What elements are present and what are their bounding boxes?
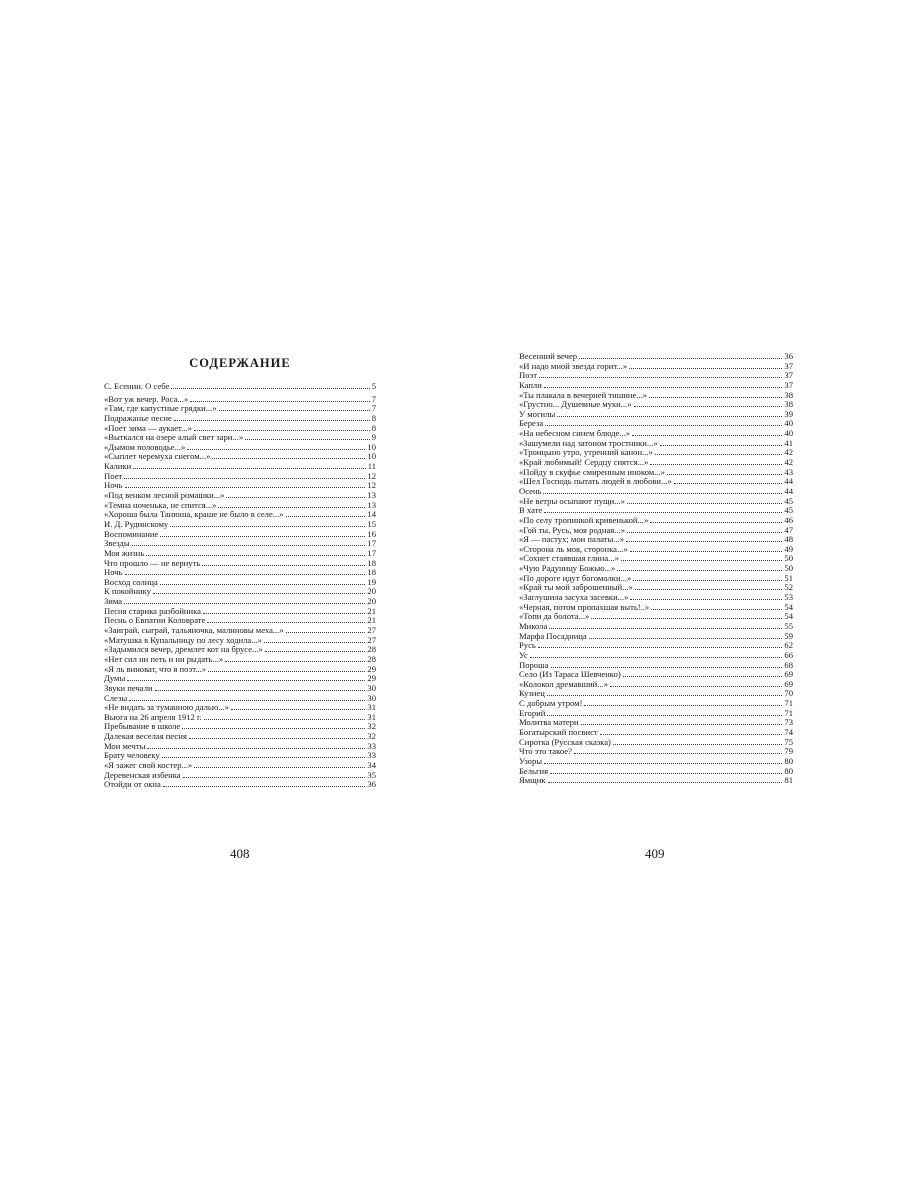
toc-entry-title: Богатырский посвист bbox=[519, 726, 598, 737]
dot-leader bbox=[579, 352, 782, 359]
toc-entry-page: 80 bbox=[784, 765, 793, 776]
toc-entry-page: 53 bbox=[784, 592, 793, 603]
toc-entry bbox=[519, 747, 793, 757]
toc-entry-page: 54 bbox=[784, 601, 793, 612]
dot-leader bbox=[600, 728, 783, 735]
toc-entry-title: Песнь о Евпатии Коловрате bbox=[104, 615, 206, 626]
dot-leader bbox=[155, 684, 366, 691]
toc-entry bbox=[104, 780, 376, 790]
toc-entry-title: Ночь bbox=[104, 480, 123, 491]
toc-entry bbox=[519, 641, 793, 651]
toc-entry bbox=[519, 477, 793, 487]
toc-entry-page: 15 bbox=[367, 518, 376, 529]
toc-entry-title: «Я ль виноват, что я поэт...» bbox=[104, 663, 207, 674]
toc-entry-title: «Поет зима — аукает...» bbox=[104, 422, 192, 433]
toc-entry-page: 54 bbox=[784, 611, 793, 622]
dot-leader bbox=[132, 539, 366, 546]
toc-entry-title: Ямщик bbox=[519, 775, 546, 786]
toc-entry-title: «Зашумели над затоном тростники...» bbox=[519, 437, 658, 448]
dot-leader bbox=[629, 362, 782, 369]
toc-entry-title: Песня старика разбойника bbox=[104, 605, 201, 616]
dot-leader bbox=[286, 626, 366, 633]
dot-leader bbox=[202, 559, 365, 566]
toc-entry-page: 46 bbox=[784, 514, 793, 525]
toc-entry-title: Восход солнца bbox=[104, 576, 158, 587]
toc-entry-title: С добрым утром! bbox=[519, 698, 583, 709]
dot-leader bbox=[182, 722, 365, 729]
dot-leader bbox=[183, 771, 366, 778]
toc-entry-page: 37 bbox=[784, 360, 793, 371]
toc-entry-page: 18 bbox=[367, 567, 376, 578]
toc-entry-title: «Задымился вечер, дремлет кот на брусе...» bbox=[104, 644, 263, 655]
toc-entry-page: 37 bbox=[784, 370, 793, 381]
dot-leader bbox=[613, 738, 783, 745]
dot-leader bbox=[190, 395, 369, 402]
dot-leader bbox=[544, 506, 782, 513]
toc-entry-page: 40 bbox=[784, 418, 793, 429]
toc-entry-page: 45 bbox=[784, 495, 793, 506]
toc-entry-title: Моя жизнь bbox=[104, 547, 145, 558]
toc-entry bbox=[519, 371, 793, 381]
toc-entry-page: 11 bbox=[367, 461, 376, 472]
toc-entry-page: 8 bbox=[371, 412, 376, 423]
dot-leader bbox=[630, 545, 783, 552]
toc-entry-page: 80 bbox=[784, 755, 793, 766]
dot-leader bbox=[551, 661, 783, 668]
toc-entry bbox=[104, 462, 376, 472]
toc-entry-title: «Сохнет стаявшая глина...» bbox=[519, 553, 619, 564]
toc-entry-page: 10 bbox=[367, 441, 376, 452]
toc-entry-title: Марфа Посадница bbox=[519, 630, 587, 641]
toc-entry bbox=[104, 684, 376, 694]
toc-entry-title: «Сторона ль моя, сторонка...» bbox=[519, 543, 628, 554]
toc-entry-page: 41 bbox=[784, 437, 793, 448]
toc-entry-page: 30 bbox=[367, 682, 376, 693]
dot-leader bbox=[160, 578, 366, 585]
toc-entry-page: 48 bbox=[784, 534, 793, 545]
toc-entry-page: 33 bbox=[367, 740, 376, 751]
dot-leader bbox=[160, 530, 365, 537]
toc-entry-page: 13 bbox=[367, 499, 376, 510]
dot-leader bbox=[212, 452, 365, 459]
dot-leader bbox=[225, 655, 365, 662]
dot-leader bbox=[630, 593, 782, 600]
toc-entry-title: «Заиграй, сыграй, тальяночка, малиновы меха...» bbox=[104, 625, 284, 636]
toc-entry-title: «Я — пастух; мои палаты...» bbox=[519, 534, 625, 545]
dot-leader bbox=[129, 694, 365, 701]
toc-entry bbox=[104, 559, 376, 569]
dot-leader bbox=[171, 382, 369, 389]
dot-leader bbox=[124, 472, 365, 479]
dot-leader bbox=[124, 597, 365, 604]
dot-leader bbox=[265, 645, 366, 652]
dot-leader bbox=[621, 554, 783, 561]
dot-leader bbox=[547, 709, 782, 716]
toc-entry-title: Что прошло — не вернуть bbox=[104, 557, 201, 568]
toc-entry bbox=[519, 651, 793, 661]
toc-entry-title: И. Д. Рудинскому bbox=[104, 518, 169, 529]
toc-entry-title: Русь bbox=[519, 640, 536, 651]
dot-leader bbox=[189, 732, 366, 739]
toc-entry-page: 7 bbox=[371, 393, 376, 404]
toc-entry-title: Пороша bbox=[519, 659, 549, 670]
toc-entry-title: Что это такое? bbox=[519, 746, 572, 757]
dot-leader bbox=[633, 574, 782, 581]
toc-entry-title: Егорий bbox=[519, 707, 546, 718]
toc-entry-title: К покойнику bbox=[104, 586, 151, 597]
toc-entry-page: 30 bbox=[367, 692, 376, 703]
dot-leader bbox=[591, 612, 782, 619]
toc-entry-page: 40 bbox=[784, 428, 793, 439]
toc-entry-page: 50 bbox=[784, 563, 793, 574]
toc-entry-title: «Колокол дремавший...» bbox=[519, 678, 609, 689]
toc-entry bbox=[104, 530, 376, 540]
toc-entry-page: 18 bbox=[367, 557, 376, 568]
toc-entry-title: Вьюга на 26 апреля 1912 г. bbox=[104, 711, 202, 722]
toc-entry-title: Калики bbox=[104, 461, 132, 472]
toc-entry bbox=[519, 612, 793, 622]
toc-entry-page: 71 bbox=[784, 707, 793, 718]
dot-leader bbox=[667, 468, 783, 475]
dot-leader bbox=[632, 429, 782, 436]
toc-entry-page: 34 bbox=[367, 759, 376, 770]
toc-entry-page: 39 bbox=[784, 408, 793, 419]
toc-entry-title: «Троицыно утро, утренний канон...» bbox=[519, 447, 653, 458]
toc-entry-page: 20 bbox=[367, 596, 376, 607]
toc-entry bbox=[104, 539, 376, 549]
toc-entry bbox=[104, 587, 376, 597]
toc-entry bbox=[519, 632, 793, 642]
page-number: 408 bbox=[230, 846, 250, 861]
dot-leader bbox=[147, 742, 365, 749]
toc-entry-page: 37 bbox=[784, 379, 793, 390]
dot-leader bbox=[539, 371, 782, 378]
toc-entry-page: 9 bbox=[371, 432, 376, 443]
dot-leader bbox=[655, 448, 783, 455]
toc-entry bbox=[519, 400, 793, 410]
dot-leader bbox=[660, 439, 783, 446]
toc-list-right bbox=[519, 352, 793, 786]
toc-entry-page: 12 bbox=[367, 470, 376, 481]
toc-entry-title: «Не видать за туманною далью...» bbox=[104, 702, 229, 713]
dot-leader bbox=[547, 689, 783, 696]
toc-entry-title: Бельгия bbox=[519, 765, 549, 776]
toc-entry-title: «Вот уж вечер. Роса...» bbox=[104, 393, 189, 404]
dot-leader bbox=[170, 520, 365, 527]
toc-entry-title: «Чую Радуницу Божью...» bbox=[519, 563, 616, 574]
toc-entry-page: 28 bbox=[367, 644, 376, 655]
dot-leader bbox=[162, 751, 366, 758]
toc-entry-page: 50 bbox=[784, 553, 793, 564]
toc-entry-title: Осень bbox=[519, 485, 542, 496]
toc-entry-title: Слезы bbox=[104, 692, 128, 703]
toc-entry-page: 17 bbox=[367, 547, 376, 558]
toc-entry-title: «Дымом половодье...» bbox=[104, 441, 186, 452]
toc-entry-title: Ус bbox=[519, 649, 528, 660]
toc-entry bbox=[104, 665, 376, 675]
dot-leader bbox=[545, 419, 782, 426]
dot-leader bbox=[208, 665, 365, 672]
toc-entry-page: 42 bbox=[784, 447, 793, 458]
dot-leader bbox=[163, 780, 366, 787]
toc-entry-page: 33 bbox=[367, 750, 376, 761]
dot-leader bbox=[194, 761, 365, 768]
toc-entry-page: 21 bbox=[367, 605, 376, 616]
toc-entry-title: «Под венком лесной ромашки...» bbox=[104, 490, 225, 501]
toc-entry-page: 31 bbox=[367, 702, 376, 713]
toc-entry-page: 28 bbox=[367, 653, 376, 664]
toc-entry-title: Подражанье песне bbox=[104, 412, 172, 423]
toc-entry-page: 47 bbox=[784, 524, 793, 535]
toc-entry-title: «Гой ты, Русь, моя родная...» bbox=[519, 524, 625, 535]
toc-entry-title: Звезды bbox=[104, 538, 130, 549]
dot-leader bbox=[544, 757, 782, 764]
toc-entry-title: «Темна ноченька, не спится...» bbox=[104, 499, 217, 510]
toc-entry bbox=[519, 757, 793, 767]
toc-entry-title: «Выткался на озере алый свет зари...» bbox=[104, 432, 244, 443]
dot-leader bbox=[626, 535, 782, 542]
toc-entry bbox=[104, 382, 376, 392]
dot-leader bbox=[127, 674, 365, 681]
dot-leader bbox=[581, 718, 783, 725]
toc-entry-page: 42 bbox=[784, 457, 793, 468]
toc-entry-title: Капли bbox=[519, 379, 542, 390]
toc-entry-title: Поэт bbox=[519, 370, 538, 381]
dot-leader bbox=[219, 404, 370, 411]
dot-leader bbox=[245, 433, 370, 440]
toc-entry-page: 75 bbox=[784, 736, 793, 747]
dot-leader bbox=[549, 622, 782, 629]
toc-list-left bbox=[104, 382, 376, 790]
toc-entry-title: Пребывание в школе bbox=[104, 721, 181, 732]
toc-entry-page: 27 bbox=[367, 625, 376, 636]
toc-entry-page: 27 bbox=[367, 634, 376, 645]
dot-leader bbox=[538, 641, 783, 648]
dot-leader bbox=[627, 497, 782, 504]
toc-entry-page: 74 bbox=[784, 726, 793, 737]
toc-entry-title: Молитва матери bbox=[519, 717, 579, 728]
dot-leader bbox=[153, 587, 365, 594]
toc-entry-title: «Матушка в Купальницу по лесу ходила...» bbox=[104, 634, 262, 645]
dot-leader bbox=[218, 501, 365, 508]
toc-entry-page: 38 bbox=[784, 389, 793, 400]
page-number: 409 bbox=[645, 846, 665, 861]
toc-entry bbox=[519, 699, 793, 709]
dot-leader bbox=[623, 670, 783, 677]
dot-leader bbox=[231, 703, 365, 710]
toc-entry-title: «По дороге идут богомолки...» bbox=[519, 572, 632, 583]
toc-entry-title: «Топи да болота...» bbox=[519, 611, 590, 622]
toc-entry-title: С. Есенин. О себе bbox=[104, 381, 170, 391]
toc-entry-title: «Нет сил ни петь и ни рыдать...» bbox=[104, 653, 224, 664]
toc-entry-page: 66 bbox=[784, 649, 793, 660]
toc-entry bbox=[104, 472, 376, 482]
toc-entry-page: 21 bbox=[367, 615, 376, 626]
toc-entry-title: «Там, где капустные грядки...» bbox=[104, 403, 217, 414]
toc-entry-page: 69 bbox=[784, 669, 793, 680]
toc-entry-title: «Грустно... Душевные муки...» bbox=[519, 399, 632, 410]
toc-entry-title: Узоры bbox=[519, 755, 543, 766]
dot-leader bbox=[125, 568, 366, 575]
dot-leader bbox=[617, 564, 782, 571]
toc-entry-title: Поет bbox=[104, 470, 123, 481]
toc-entry-page: 73 bbox=[784, 717, 793, 728]
toc-entry-page: 29 bbox=[367, 663, 376, 674]
dot-leader bbox=[557, 410, 782, 417]
toc-entry-title: Думы bbox=[104, 673, 126, 684]
toc-entry-title: «Шел Господь пытать людей в любови...» bbox=[519, 476, 672, 487]
toc-entry-title: Село (Из Тараса Шевченко) bbox=[519, 669, 621, 680]
toc-entry-page: 36 bbox=[367, 779, 376, 790]
dot-leader bbox=[635, 583, 782, 590]
toc-entry-title: Воспоминание bbox=[104, 528, 159, 539]
contents-heading: СОДЕРЖАНИЕ bbox=[189, 356, 291, 370]
dot-leader bbox=[574, 747, 783, 754]
toc-entry-title: «Хороша была Танюша, краше не было в селе...» bbox=[104, 509, 284, 520]
toc-entry-page: 79 bbox=[784, 746, 793, 757]
toc-entry-title: «Край ты мой заброшенный...» bbox=[519, 582, 633, 593]
toc-entry-page: 69 bbox=[784, 678, 793, 689]
toc-entry-page: 62 bbox=[784, 640, 793, 651]
toc-entry-page: 20 bbox=[367, 586, 376, 597]
toc-entry-page: 13 bbox=[367, 490, 376, 501]
dot-leader bbox=[133, 462, 366, 469]
toc-entry-title: В хате bbox=[519, 505, 543, 516]
toc-entry-title: «И надо мной звезда горит...» bbox=[519, 360, 628, 371]
dot-leader bbox=[174, 414, 370, 421]
toc-entry-title: «Пойду в скуфье смиренным иноком...» bbox=[519, 466, 665, 477]
toc-entry-title: Ночь bbox=[104, 567, 123, 578]
toc-entry-page: 14 bbox=[367, 509, 376, 520]
toc-entry-title: Звуки печали bbox=[104, 682, 153, 693]
dot-leader bbox=[194, 424, 370, 431]
toc-entry-title: Мои мечты bbox=[104, 740, 146, 751]
toc-entry-title: У могилы bbox=[519, 408, 556, 419]
toc-entry-page: 36 bbox=[784, 351, 793, 361]
toc-entry-title: Брату человеку bbox=[104, 750, 160, 761]
toc-entry-title: Сиротка (Русская сказка) bbox=[519, 736, 611, 747]
dot-leader bbox=[650, 458, 782, 465]
dot-leader bbox=[589, 632, 783, 639]
toc-entry-title: «Заглушила засуха засевки...» bbox=[519, 592, 629, 603]
toc-entry bbox=[519, 410, 793, 420]
toc-entry-title: Отойди от окна bbox=[104, 779, 161, 790]
dot-leader bbox=[204, 713, 366, 720]
toc-entry-title: Микола bbox=[519, 620, 548, 631]
toc-entry-title: Весенний вечер bbox=[519, 351, 578, 361]
toc-entry-title: Береза bbox=[519, 418, 544, 429]
toc-entry-page: 45 bbox=[784, 505, 793, 516]
dot-leader bbox=[226, 491, 365, 498]
dot-leader bbox=[544, 381, 783, 388]
dot-leader bbox=[543, 487, 782, 494]
toc-entry-page: 59 bbox=[784, 630, 793, 641]
dot-leader bbox=[651, 603, 782, 610]
toc-entry-title: Зима bbox=[104, 596, 123, 607]
dot-leader bbox=[286, 510, 366, 517]
toc-entry-page: 71 bbox=[784, 698, 793, 709]
toc-entry bbox=[519, 362, 793, 372]
toc-entry bbox=[519, 767, 793, 777]
toc-entry-page: 44 bbox=[784, 485, 793, 496]
toc-entry bbox=[519, 497, 793, 507]
toc-entry-title: «Сыплет черемуха снегом...» bbox=[104, 451, 211, 462]
toc-entry-page: 16 bbox=[367, 528, 376, 539]
toc-entry-page: 68 bbox=[784, 659, 793, 670]
toc-entry-page: 17 bbox=[367, 538, 376, 549]
toc-entry-title: «Я зажег свой костер...» bbox=[104, 759, 193, 770]
dot-leader bbox=[674, 477, 783, 484]
toc-entry-title: «По селу тропинкой кривенькой...» bbox=[519, 514, 649, 525]
toc-entry-title: «Ты плакала в вечерней тишине...» bbox=[519, 389, 648, 400]
dot-leader bbox=[584, 699, 782, 706]
dot-leader bbox=[187, 443, 365, 450]
dot-leader bbox=[207, 616, 365, 623]
toc-entry-page: 32 bbox=[367, 731, 376, 742]
toc-entry-page: 55 bbox=[784, 620, 793, 631]
toc-entry-page: 43 bbox=[784, 466, 793, 477]
dot-leader bbox=[125, 481, 366, 488]
toc-entry bbox=[519, 776, 793, 786]
toc-entry-page: 5 bbox=[371, 381, 376, 391]
dot-leader bbox=[550, 767, 782, 774]
toc-entry-page: 35 bbox=[367, 769, 376, 780]
dot-leader bbox=[649, 391, 782, 398]
toc-entry-title: «Край любимый! Сердцу снятся...» bbox=[519, 457, 649, 468]
toc-entry-title: «Черная, потом пропахшая выть!..» bbox=[519, 601, 650, 612]
toc-entry-page: 51 bbox=[784, 572, 793, 583]
dot-leader bbox=[610, 680, 782, 687]
dot-leader bbox=[650, 516, 782, 523]
dot-leader bbox=[548, 776, 783, 783]
toc-entry-page: 70 bbox=[784, 688, 793, 699]
toc-entry-page: 49 bbox=[784, 543, 793, 554]
toc-entry-title: Далекая веселая песня bbox=[104, 731, 187, 742]
dot-leader bbox=[264, 636, 365, 643]
toc-entry-page: 19 bbox=[367, 576, 376, 587]
toc-entry-title: Кузнец bbox=[519, 688, 545, 699]
toc-entry-page: 8 bbox=[371, 422, 376, 433]
toc-entry-page: 7 bbox=[371, 403, 376, 414]
toc-entry-page: 81 bbox=[784, 775, 793, 786]
toc-entry-page: 31 bbox=[367, 711, 376, 722]
toc-entry-title: Деревенская избенка bbox=[104, 769, 181, 780]
toc-entry-page: 44 bbox=[784, 476, 793, 487]
toc-entry bbox=[104, 452, 376, 462]
toc-entry-page: 32 bbox=[367, 721, 376, 732]
toc-entry-page: 10 bbox=[367, 451, 376, 462]
toc-entry-title: «Не ветры осыпают пущи...» bbox=[519, 495, 625, 506]
dot-leader bbox=[146, 549, 365, 556]
toc-entry-page: 29 bbox=[367, 673, 376, 684]
toc-entry bbox=[519, 680, 793, 690]
toc-entry-title: «На небесном синем блюде...» bbox=[519, 428, 631, 439]
dot-leader bbox=[203, 607, 365, 614]
toc-entry-page: 12 bbox=[367, 480, 376, 491]
dot-leader bbox=[627, 526, 782, 533]
toc-entry-page: 52 bbox=[784, 582, 793, 593]
dot-leader bbox=[530, 651, 783, 658]
toc-entry-page: 38 bbox=[784, 399, 793, 410]
dot-leader bbox=[634, 400, 783, 407]
